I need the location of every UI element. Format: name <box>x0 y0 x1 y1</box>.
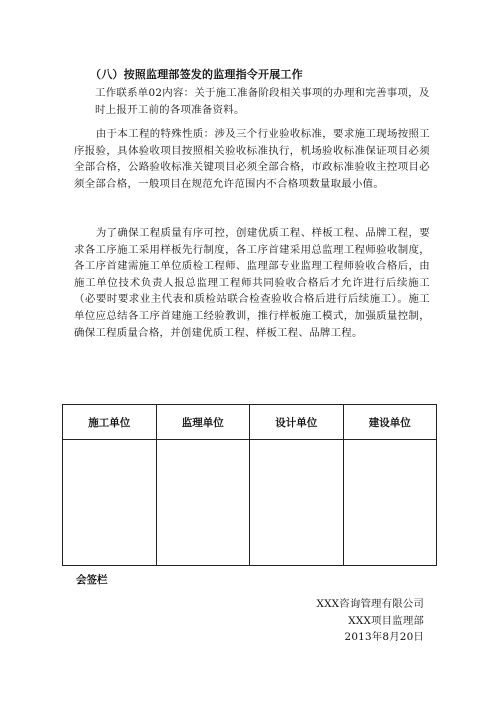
signature-company: XXX咨询管理有限公司 <box>316 598 424 610</box>
header-construction-unit: 施工单位 <box>63 405 157 440</box>
header-design-unit: 设计单位 <box>250 405 344 440</box>
countersign-header-row <box>63 405 437 440</box>
signature-cell-owner <box>343 440 437 566</box>
countersign-table <box>62 404 437 566</box>
paragraph-text: 工作联系单02内容：关于施工准备阶段相关事项的办理和完善事项，及时上报开工前的各项准备资料。 <box>95 87 430 116</box>
signature-cell-supervision <box>156 440 250 566</box>
paragraph-inspection-standards: 由于本工程的特殊性质：涉及三个行业验收标准，要求施工现场按照工序报验，具体验收项目按照相关验收标准执行，机场验收标准保证项目必须全部合格，公路验收标准关键项目必须全部合格，市政标准验收主控项目必须全部合格，一般项目在规范允许范围内不合格项数量取最小值。 <box>74 128 430 190</box>
paragraph-quality-control: 为了确保工程质量有序可控，创建优质工程、样板工程、品牌工程，要求各工序施工采用样板先行制度，各工序首建采用总监理工程师验收制度，各工序首建需施工单位质检工程师、监理部专业监理工程师验收合格后，由施工单位技术负责人报总监理工程师共同验收合格后才允许进行后续施工（必要时要求业主代表和质检站联合检查验收合格后进行后续施工）。施工单位应总结各工序首建施工经验教训，推行样板施工模式，加强质量控制，确保工程质量合格，并创建优质工程、样板工程、品牌工程。 <box>74 227 430 339</box>
header-owner-unit: 建设单位 <box>343 405 437 440</box>
paragraph-contact-note <box>74 85 430 118</box>
countersign-signature-row <box>63 440 437 566</box>
section-heading: （八）按照监理部签发的监理指令开展工作 <box>90 68 303 81</box>
signature-department: XXX项目监理部 <box>348 614 424 627</box>
header-supervision-unit: 监理单位 <box>156 405 250 440</box>
signature-date: 2013年8月20日 <box>344 631 424 644</box>
signature-block <box>316 596 424 646</box>
signature-cell-construction <box>63 440 157 566</box>
countersign-label: 会签栏 <box>76 574 108 586</box>
signature-cell-design <box>250 440 344 566</box>
